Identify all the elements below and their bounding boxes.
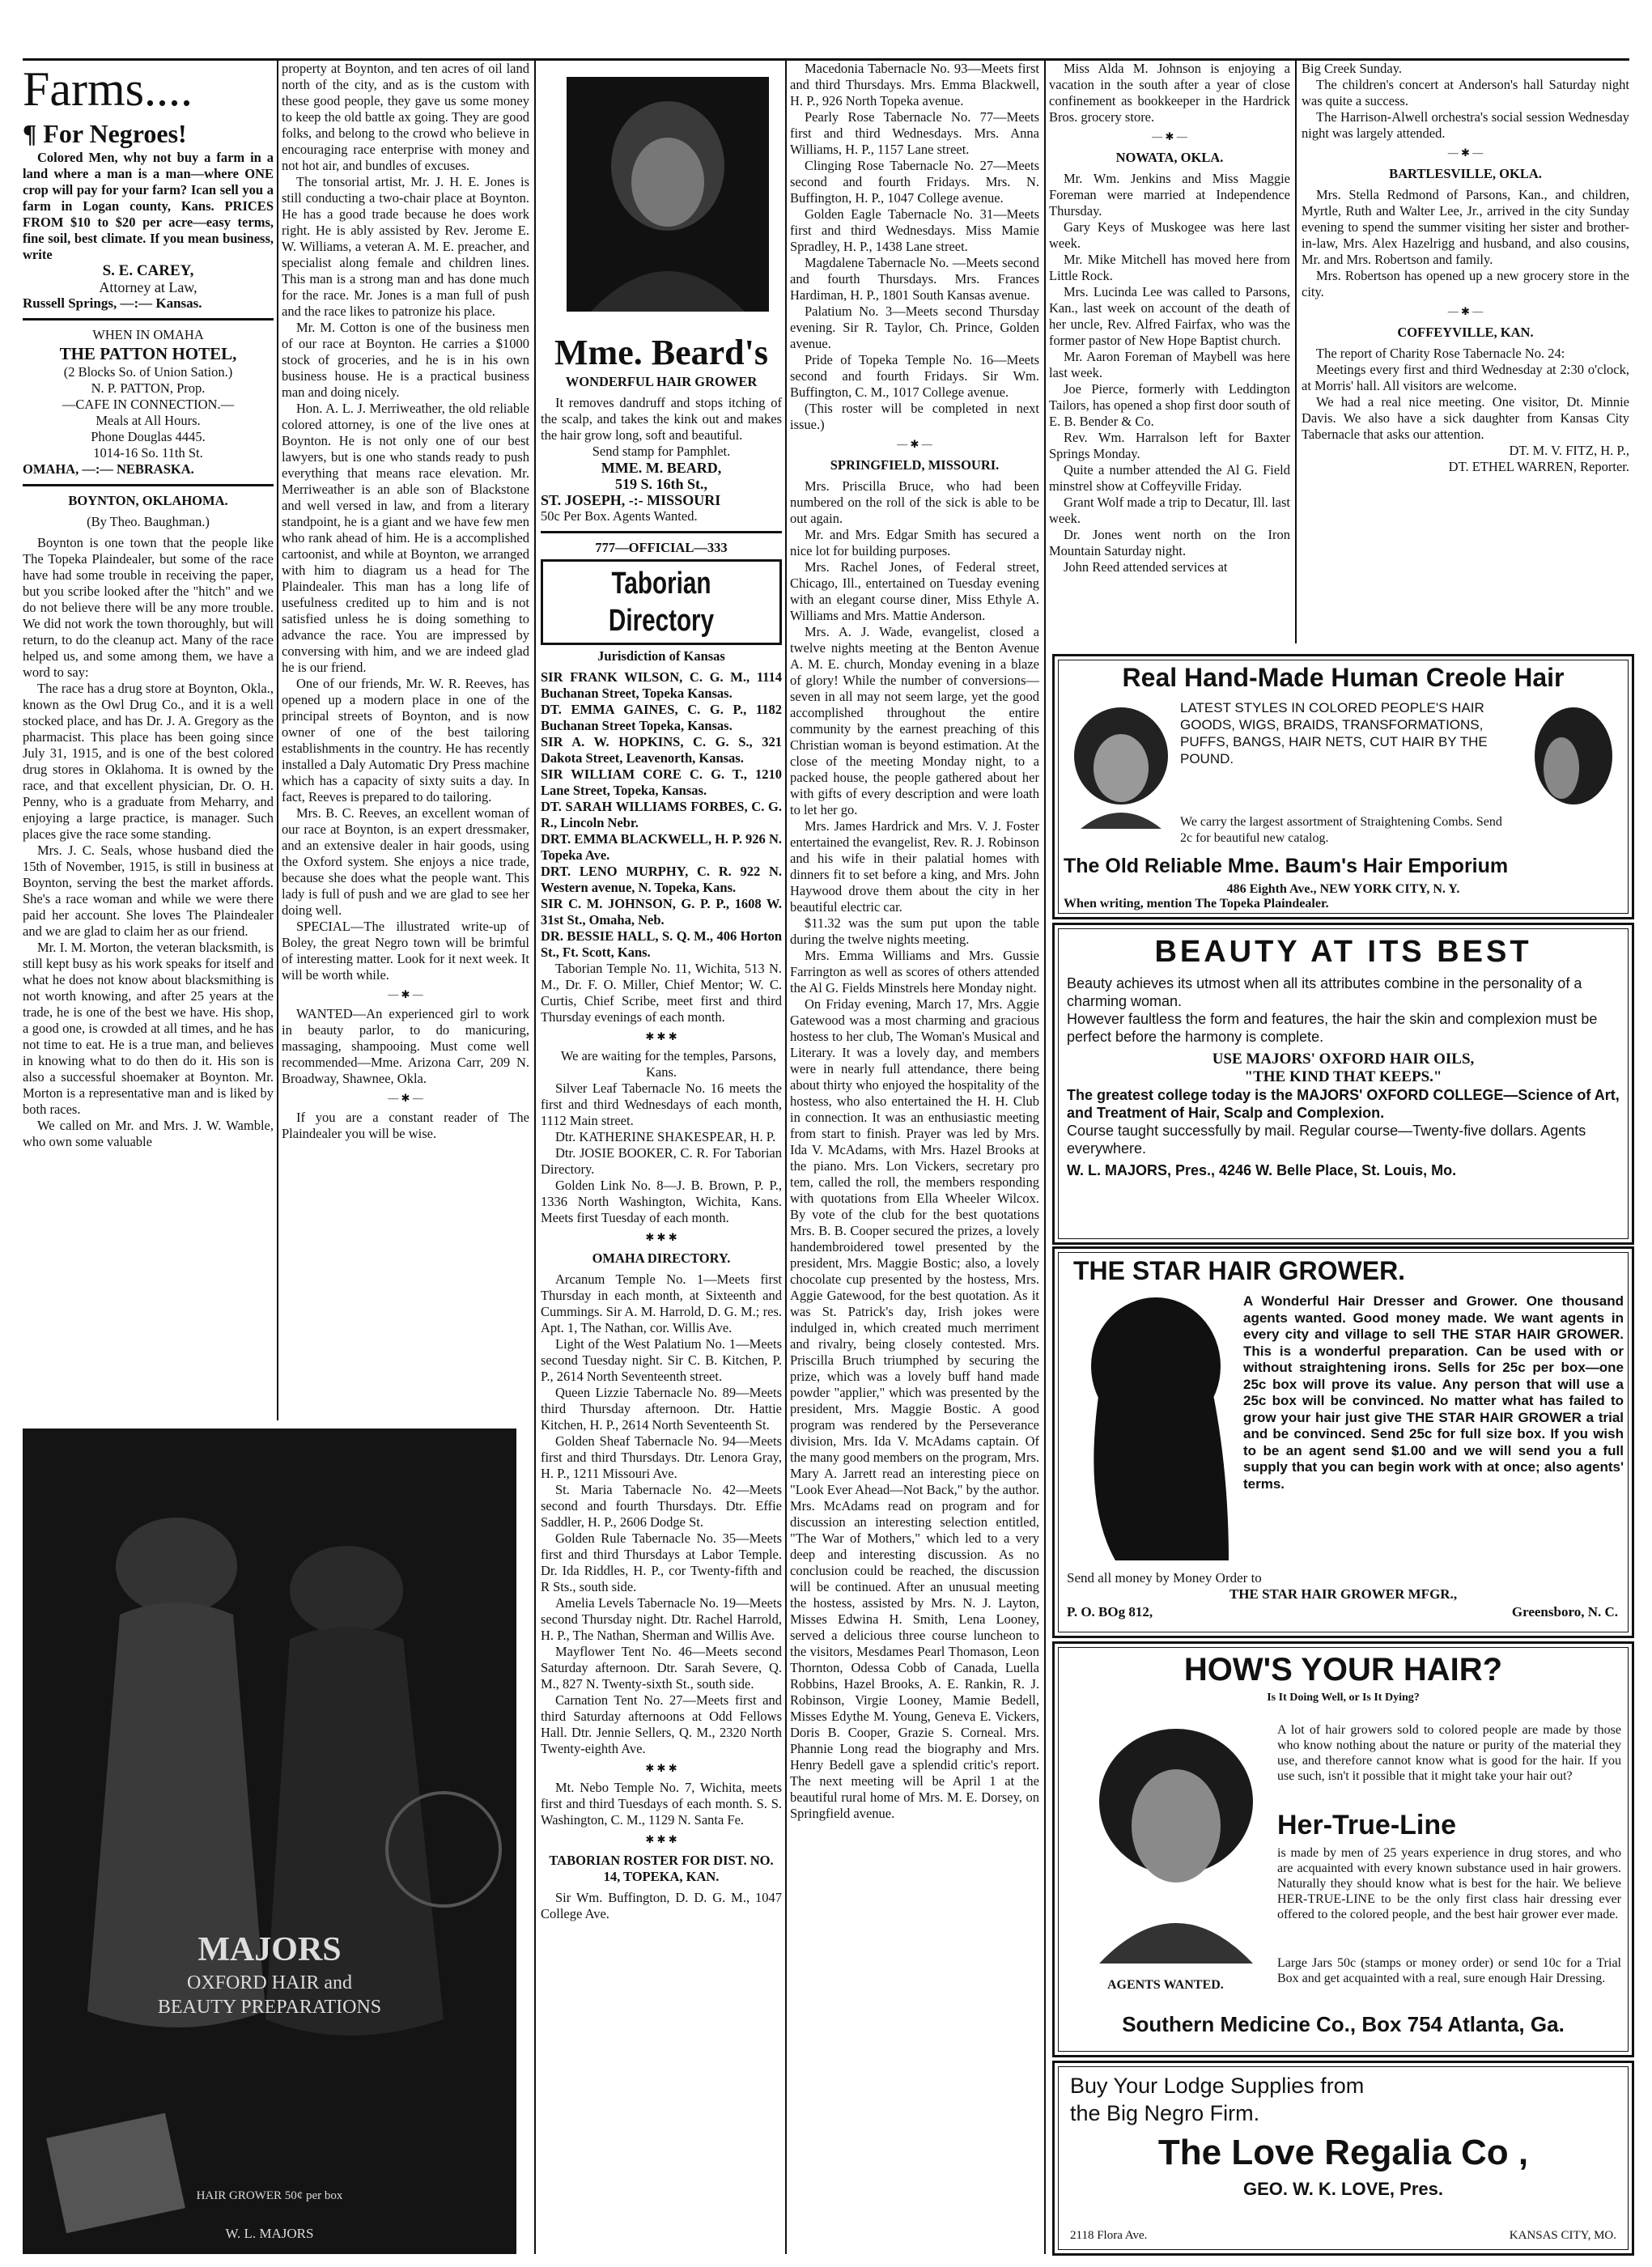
silver-leaf: Silver Leaf Tabernacle No. 16 meets the first and third Wednesdays of each month, 1112 Main street. bbox=[541, 1080, 782, 1128]
column-rule bbox=[277, 61, 278, 1420]
hows-brand: Her-True-Line bbox=[1277, 1810, 1457, 1840]
col4-p7: Pride of Topeka Temple No. 16—Meets second and fourth Fridays. Sir Wm. Buffington, C. M., 1017 College avenue. bbox=[790, 352, 1039, 400]
farms-body: Colored Men, why not buy a farm in a land where a man is a man—where ONE crop will pay for your farm? Ican sell you a farm in Logan county, Kans. PRICES FROM $10 to $20 per acre—easy terms, fine soil, best climate. If you mean business, write bbox=[23, 150, 274, 262]
col2-p6: Mrs. B. C. Reeves, an excellent woman of our race at Boynton, is an expert dressmaker, and an extensive dealer in hair goods, using the Oxford system. She enjoys a nice trade, because she does what the people want. This lady is full of push and we are glad to see her doing well. bbox=[282, 805, 529, 918]
creole-address: 486 Eighth Ave., NEW YORK CITY, N. Y. bbox=[1226, 882, 1460, 896]
col2-p9: If you are a constant reader of The Plaindealer you will be wise. bbox=[282, 1110, 529, 1141]
springfield-heading: SPRINGFIELD, MISSOURI. bbox=[830, 457, 1000, 473]
coffey-c2: Meetings every first and third Wednesday at 2:30 o'clock, at Morris' hall. All visitors are welcome. bbox=[1302, 362, 1629, 393]
coffeyville-heading: COFFEYVILLE, KAN. bbox=[1397, 325, 1534, 340]
regalia-city: KANSAS CITY, MO. bbox=[1509, 2229, 1616, 2242]
col6-p3: The Harrison-Alwell orchestra's social session Wednesday night was largely attended. bbox=[1302, 109, 1629, 141]
col4-p5: Magdalene Tabernacle No. —Meets second and fourth Thursdays. Mrs. Frances Hardiman, H. P., 1801 South Kansas avenue. bbox=[790, 255, 1039, 303]
beauty-p6: Course taught successfully by mail. Regular course—Twenty-five dollars. Agents everywhere. bbox=[1067, 1123, 1586, 1157]
hows-title: HOW'S YOUR HAIR? bbox=[1183, 1652, 1503, 1688]
col4-p3: Clinging Rose Tabernacle No. 27—Meets second and fourth Fridays. Mrs. N. Buffington, H. P., 1047 College avenue. bbox=[790, 158, 1039, 206]
directory-entry: SIR WILLIAM CORE C. G. T., 1210 Lane Street, Topeka, Kansas. bbox=[541, 766, 782, 798]
light-of-west: Light of the West Palatium No. 1—Meets second Tuesday night. Sir C. B. Kitchen, P. P., 2614 North Seventeenth street. bbox=[541, 1336, 782, 1384]
col6-p2: The children's concert at Anderson's hall Saturday night was quite a success. bbox=[1302, 77, 1629, 108]
majors-sub-2: BEAUTY PREPARATIONS bbox=[157, 1997, 382, 2018]
springfield-s8: On Friday evening, March 17, Mrs. Aggie Gatewood was a most charming and gracious hostess to her club, The Woman's Musical and Literary. It was a lovely day, and members were in nearly full attendance, there being about thirty who enjoyed the hospitality of the hostess, who also entertained the H. H. Club in connection. It was an enthusiastic meeting from start to finish. Prayer was led by Mrs. Ida V. McAdams, with Mrs. Hazel Brooks at the piano. Mrs. Lon Vickers, secretary pro tem, called the roll, the members responding with quotations from Ella Wheeler Wilcox. By vote of the club for the best quotations Mrs. B. B. Cooper secured the prizes, a lovely handembroidered towel presented by the president, Mrs. Maggie Bostic; also, a lovely chocolate cup presented by the hostess, Mrs. Aggie Gatewood, for the best quotation. As it was St. Patrick's day, Irish jokes were indulged in, which created much merriment and rivalry, being closely contested. Mrs. Priscilla Bruch triumphed by securing the prize, which was a lovely buff hand made powder "applier," which was presented by the president, Mrs. Maggie Bostic. A good program was rendered by the Perseverance division, Mrs. Ida V. McAdams captain. Of the many good members on the program, Mrs. Mary A. Jarrett read an interesting piece on "Look Ever Ahead—Not Back," by the author. Mrs. McAdams read on program and for discussion an interesting selection entitled, "The War of Mothers," which led to a very deep and interesting discussion. As no conclusion could be reached, the discussion will be continued. After an unusual meeting the hostess, assisted by Mrs. N. J. Layton, Misses Edwina H. Smith, Lena Looney, served a delicious three course luncheon to the visitors, Mesdames Pearl Thomason, Leon Thornton, Odessa Cobb of Canada, Luella Robbins, Hazel Brooks, A. E. Rankin, R. J. Robinson, Virgie Looney, Mamie Bedell, Misses Edythe M. Young, Geneva E. Vickers, Doris B. Cooper, Grazie S. Corneal. Mrs. Phannie Long read the biography and Mrs. Henry Bedell gave a splendid critic's report. The next meeting will be April 1 at the beautiful rural home of Mrs. M. E. Dorsey, on Springfield avenue. bbox=[790, 996, 1039, 1821]
coffey-c3: We had a real nice meeting. One visitor, Dt. Minnie Davis. We also have a sick daughter from Kansas City Tabernacle that asks our attention. bbox=[1302, 394, 1629, 442]
col4-p2: Pearly Rose Tabernacle No. 77—Meets first and third Wednesdays. Mrs. Anna Williams, H. P., 1157 Lane street. bbox=[790, 109, 1039, 157]
star-hair-grower-ad bbox=[1052, 1246, 1634, 1638]
creole-name: The Old Reliable Mme. Baum's Hair Emporium bbox=[1064, 855, 1509, 877]
hotel-pre: WHEN IN OMAHA bbox=[92, 327, 204, 342]
springfield-s2: Mr. and Mrs. Edgar Smith has secured a nice lot for building purposes. bbox=[790, 527, 1039, 558]
nowata-n4: Mrs. Lucinda Lee was called to Parsons, Kan., last week on account of the death of her uncle, Rev. Alfred Fairfax, who was the former pastor of New Hope Baptist church. bbox=[1049, 284, 1290, 348]
beauty-p7: W. L. MAJORS, Pres., 4246 W. Belle Place, St. Louis, Mo. bbox=[1067, 1162, 1457, 1178]
nowata-heading: NOWATA, OKLA. bbox=[1115, 150, 1224, 165]
column-1 bbox=[23, 61, 274, 1429]
boynton-p3: Mrs. J. C. Seals, whose husband died the 15th of November, 1915, is still in business at Boynton, serving the best the market affords. She's a race woman and while we were there paid her account. She loves The Plaindealer and we are glad to claim her as our friend. bbox=[23, 843, 274, 939]
coffey-c4: DT. M. V. FITZ, H. P., bbox=[1509, 443, 1629, 458]
col4-p4: Golden Eagle Tabernacle No. 31—Meets first and third Wednesdays. Miss Mamie Spradley, H. P., 1438 Lane street. bbox=[790, 206, 1039, 254]
wichita-temple: Taborian Temple No. 11, Wichita, 513 N. M., Dr. F. O. Miller, Chief Mentor; W. C. Curtis, Chief Scribe, meet first and third Thursday evenings of each month. bbox=[541, 961, 782, 1025]
hows-portrait bbox=[1083, 1721, 1269, 1963]
column-rule bbox=[1044, 61, 1046, 2254]
beauty-p4: "THE KIND THAT KEEPS." bbox=[1244, 1068, 1442, 1085]
star-woman-silhouette bbox=[1067, 1293, 1241, 1560]
hotel-line-5: Phone Douglas 4445. bbox=[91, 429, 206, 444]
hotel-name: THE PATTON HOTEL, bbox=[59, 344, 237, 363]
regalia-l1: Buy Your Lodge Supplies from bbox=[1070, 2074, 1365, 2098]
column-4: Macedonia Tabernacle No. 93—Meets first and third Thursdays. Mrs. Emma Blackwell, H. P., 926 North Topeka avenue. Pearly Rose Tabernacle No. 77—Meets first and third Wednesdays. Mrs. Anna Williams, H. P., 1157 Lane street. Clinging Rose Tabernacle No. 27—Meets second and fourth Fridays. Mrs. N. Buffington, H. P., 1047 College avenue. Golden Eagle Tabernacle No. 31—Meets first and third Wednesdays. Miss Mamie Spradley, H. P., 1438 Lane street. Magdalene Tabernacle No. —Meets second and fourth Thursdays. Mrs. Frances Hardiman, H. P., 1801 South Kansas avenue. Palatium No. 3—Meets second Thursday evening. Sir R. Taylor, Ch. Prince, Golden avenue. Pride of Topeka Temple No. 16—Meets second and fourth Fridays. Sir Wm. Buffington, C. M., 1017 College avenue. (This roster will be completed in next issue.) — ✱ — SPRINGFIELD, MISSOURI. Mrs. Priscilla Bruce, who had been numbered on the roll of the sick is able to be out again. Mr. and Mrs. Edgar Smith has secured a nice lot for building purposes. Mrs. Rachel Jones, of Federal street, Chicago, Ill., entertained on Tuesday evening with an elegant course diner, Miss Ethyle A. Williams and Mrs. Mattie Anderson. Mrs. A. J. Wade, evangelist, closed a twelve nights meeting at the Benton Avenue A. M. E. church, Monday evening in a blaze of glory! While the number of conversions—seven in all may not seem large, yet the good accomplished throughout the entire community by the earnest preaching of this Christian woman is beyond estimation. At the close of the meeting Monday night, to a packed house, the people gathered about her with gifts of every description and were loath to let her go. Mrs. James Hardrick and Mrs. V. J. Foster entertained the evangelist, Rev. R. J. Robinson and his wife in their palatial homes with dinners fit to set before a king, and Mrs. John Haywood drove them about the city in her beautiful electric car. $11.32 was the sum put upon the table during the twelve nights meeting. Mrs. Emma Williams and Mrs. Gussie Farrington as well as scores of others attended the Al G. Fields Minstrels here Monday night. On Friday evening, March 17, Mrs. Aggie Gatewood was a most charming and gracious hostess to her club, The Woman's Musical and Literary. It was a lovely day, and members were in nearly full attendance, there being about thirty who enjoyed the hospitality of the hostess, who also entertained the H. H. Club in connection. It was an enthusiastic meeting from start to finish. Prayer was led by Mrs. Ida V. McAdams, with Mrs. Hazel Brooks at the piano. Mrs. Lon Vickers, secretary pro tem, called the roll, the members responding with quotations from Ella Wheeler Wilcox. By vote of the club for the best quotations Mrs. B. B. Cooper secured the prizes, a lovely handembroidered towel presented by the president, Mrs. Maggie Bostic; also, a lovely chocolate cup presented by the hostess, Mrs. Aggie Gatewood, for the best quotation. As it was St. Patrick's day, Irish jokes were indulged in, which created much merriment and rivalry, being closely contested. Mrs. Priscilla Bruch triumphed by securing the prize, which was a lovely buff hand made powder "applier," which was presented by the president, Mrs. Maggie Bostic. A good program was rendered by the Perseverance division, Mrs. Ida V. McAdams captain. Of the many good members on the program, Mrs. Mary A. Jarrett read an interesting piece on "Look Ever Ahead—Not Back," by the author. Mrs. McAdams read on program and for discussion an interesting selection entitled, "The War of Mothers," which led to a very deep and interesting discussion. As no conclusion could be reached, the discussion will be continued. After an unusual meeting the hostess, assisted by Mrs. N. J. Layton, Misses Edwina H. Smith, Lena Looney, served a delicious three course luncheon to the visitors, Mesdames Pearl Thomason, Leon Thornton, Odessa Cobb of Canada, Luella Robbins, Hazel Brooks, A. E. Rankin, R. J. Robinson, Virgie Looney, Mamie Bedell, Misses Edythe M. Young, Geneva E. Vickers, Doris B. Cooper, Grazie S. Corneal. Mrs. Phannie Long read the biography and Mrs. Henry Bedell gave a splendid critic's report. The next meeting will be April 1 at the beautiful rural home of Mrs. M. E. Dorsey, on Springfield avenue. bbox=[790, 61, 1039, 1821]
majors-foot-2: W. L. MAJORS bbox=[225, 2226, 314, 2241]
regalia-l2: the Big Negro Firm. bbox=[1070, 2101, 1260, 2125]
love-regalia-ad bbox=[1052, 2061, 1634, 2256]
beard-stamp: Send stamp for Pamphlet. bbox=[592, 444, 731, 459]
creole-title: Real Hand-Made Human Creole Hair bbox=[1122, 663, 1565, 692]
directory-entry: SIR C. M. JOHNSON, G. P. P., 1608 W. 31st St., Omaha, Neb. bbox=[541, 896, 782, 928]
creole-portrait bbox=[1068, 699, 1174, 829]
beard-address: 519 S. 16th St., bbox=[614, 476, 708, 492]
star-title: THE STAR HAIR GROWER. bbox=[1073, 1256, 1406, 1285]
roster-entry: Sir Wm. Buffington, D. D. G. M., 1047 College Ave. bbox=[541, 1890, 782, 1921]
farms-ad bbox=[23, 61, 274, 312]
creole-note: When writing, mention The Topeka Plaindealer. bbox=[1064, 897, 1329, 911]
nowata-n7: Rev. Wm. Harralson left for Baxter Springs Monday. bbox=[1049, 430, 1290, 461]
col4-p6: Palatium No. 3—Meets second Thursday evening. Sir R. Taylor, Ch. Prince, Golden avenue. bbox=[790, 304, 1039, 351]
farms-subtitle: ¶ For Negroes! bbox=[23, 119, 187, 148]
official-label: 777—OFFICIAL—333 bbox=[595, 540, 728, 555]
regalia-addr: 2118 Flora Ave. bbox=[1070, 2229, 1148, 2242]
col4-p1: Macedonia Tabernacle No. 93—Meets first and third Thursdays. Mrs. Emma Blackwell, H. P., 926 North Topeka avenue. bbox=[790, 61, 1039, 108]
bart-b1: Mrs. Stella Redmond of Parsons, Kan., and children, Myrtle, Ruth and Walter Lee, Jr., arrived in the city Sunday evening to spend the summer visiting her sister and brother-in-law, Mrs. Alex Hazelrigg and husband, and also cousins, Mr. and Mrs. Robertson and family. bbox=[1302, 187, 1629, 267]
boynton-p4: Mr. I. M. Morton, the veteran blacksmith, is still kept busy as his work speaks for itself and what he does not know about blacksmithing is not worth knowing, and after 25 years at the trade, he is one of the best we have. His shop, a good one, is crowded at all times, and he has not time to eat. He is a true man, and believes in knowing what to do then do it. His son is also a successful shoemaker at Boynton. Mr. Morton is a representative man and is liked by both races. bbox=[23, 940, 274, 1117]
boynton-byline: (By Theo. Baughman.) bbox=[87, 514, 210, 529]
directory-entry: DRT. EMMA BLACKWELL, H. P. 926 N. Topeka Ave. bbox=[541, 831, 782, 863]
col2-p7: SPECIAL—The illustrated write-up of Boley, the great Negro town will be brimful of interesting matter. Look for it next week. It will be worth while. bbox=[282, 919, 529, 983]
hotel-line-1: (2 Blocks So. of Union Sation.) bbox=[63, 364, 233, 380]
farms-name: S. E. CAREY, bbox=[102, 262, 194, 279]
farms-role: Attorney at Law, bbox=[99, 279, 197, 295]
beard-city: ST. JOSEPH, -:- MISSOURI bbox=[541, 492, 721, 508]
beauty-ad bbox=[1052, 923, 1634, 1245]
springfield-s4: Mrs. A. J. Wade, evangelist, closed a twelve nights meeting at the Benton Avenue A. M. E. church, Monday evening in a blaze of glory! While the number of conversions—seven in all may not seem large, yet the good accomplished throughout the entire community by the earnest preaching of this Christian woman is beyond estimation. At the close of the meeting Monday night, to a packed house, the people gathered about her with gifts of every description and were loath to let her go. bbox=[790, 624, 1039, 817]
hows-agents: AGENTS WANTED. bbox=[1107, 1978, 1224, 1992]
hows-sub: Is It Doing Well, or Is It Dying? bbox=[1267, 1692, 1420, 1704]
golden-link: Golden Link No. 8—J. B. Brown, P. P., 1336 North Washington, Wichita, Kans. Meets first Tuesday of each month. bbox=[541, 1178, 782, 1225]
omaha-heading: OMAHA DIRECTORY. bbox=[592, 1250, 731, 1266]
nowata-n5: Mr. Aaron Foreman of Maybell was here last week. bbox=[1049, 349, 1290, 380]
farms-title: Farms.... bbox=[23, 62, 193, 116]
col2-p4: Hon. A. L. J. Merriweather, the old reliable colored attorney, is one of the live ones at Boynton. He is not only one of our best lawyers, but is one who stands ready to push everything that means race elevation. Mr. Merriweather is an able son of Blackstone and well versed in law, and from a literary standpoint, he is a giant and we have few men who rank ahead of him. He is a accomplished cartoonist, and while at Boynton, we arranged with him to diagram us a head for The Plaindealer. This man has a long life of usefulness credited up to him and is not satisfied unless he is doing something to advance the race. You are impressed by conversing with him, and we are indeed glad he is our friend. bbox=[282, 401, 529, 675]
bart-b2: Mrs. Robertson has opened up a new grocery store in the city. bbox=[1302, 268, 1629, 299]
queen-lizzie: Queen Lizzie Tabernacle No. 89—Meets third Thursday afternoon. Dtr. Hattie Kitchen, H. P., 2614 North Seventeenth St. bbox=[541, 1385, 782, 1433]
hows-your-hair-ad bbox=[1052, 1641, 1634, 2057]
st-maria: St. Maria Tabernacle No. 42—Meets second and fourth Thursdays. Dtr. Effie Saddler, H. P., 2606 Dodge St. bbox=[541, 1482, 782, 1530]
col2-p5: One of our friends, Mr. W. R. Reeves, has opened up a modern place in one of the principal streets of Boynton, and is now owner of one of the best tailoring establishments in the country. He has recently installed a Daly Automatic Dry Press machine which has a capacity of sixty suits a day. In fact, Reeves is prepared to do tailoring. bbox=[282, 676, 529, 804]
directory-title-box bbox=[541, 559, 782, 645]
hotel-line-7: OMAHA, —:— NEBRASKA. bbox=[23, 461, 194, 477]
regalia-pres: GEO. W. K. LOVE, Pres. bbox=[1243, 2179, 1443, 2199]
majors-brand: MAJORS bbox=[197, 1931, 342, 1968]
directory-entry: SIR FRANK WILSON, C. G. M., 1114 Buchanan Street, Topeka Kansas. bbox=[541, 669, 782, 701]
beauty-p1: Beauty achieves its utmost when all its attributes combine in the personality of a charming woman. bbox=[1067, 975, 1582, 1009]
column-rule bbox=[534, 61, 536, 2254]
col2-p1: property at Boynton, and ten acres of oil land north of the city, and as is the custom with these good people, they gave us some money to keep the old battle ax going. They are good folks, and belong to the crowd who believe in encouraging race enterprise with money and not hot air, and bundles of excuses. bbox=[282, 61, 529, 173]
golden-rule: Golden Rule Tabernacle No. 35—Meets first and third Thursdays at Labor Temple. Dr. Ida Riddles, H. P., cor Twenty-fifth and R Sts., south side. bbox=[541, 1530, 782, 1594]
nowata-n3: Mr. Mike Mitchell has moved here from Little Rock. bbox=[1049, 252, 1290, 283]
star-body: A Wonderful Hair Dresser and Grower. One thousand agents wanted. Good money made. We want agents in every city and village to sell THE STAR HAIR GROWER. This is a wonderful preparation. Can be used with or without straightening irons. Sells for 25c per box—one 25c box will prove its value. Any person that will use a 25c box will be convinced. No matter what has failed to grow your hair just give THE STAR HAIR GROWER a trial and be convinced. Send 25c for full size box. If you wish to be an agent send $1.00 and we will send you a full supply that you can begin work with at once; also agents' terms. bbox=[1243, 1293, 1624, 1492]
arcanum: Arcanum Temple No. 1—Meets first Thursday in each month, at Sixteenth and Cummings. Sir A. M. Harrold, D. G. M.; res. Apt. 1, The Nathan, cor. Willis Ave. bbox=[541, 1271, 782, 1335]
star-city: Greensboro, N. C. bbox=[1511, 1604, 1618, 1620]
hotel-line-4: Meals at All Hours. bbox=[96, 413, 201, 428]
hotel-line-3: —CAFE IN CONNECTION.— bbox=[62, 397, 235, 412]
column-rule bbox=[785, 61, 787, 2254]
directory-subtitle: Jurisdiction of Kansas bbox=[597, 648, 725, 664]
carnation: Carnation Tent No. 27—Meets first and third Saturday afternoons at Odd Fellows Hall. Dtr. Jennie Sellers, Q. M., 2320 North Twenty-eighth Ave. bbox=[541, 1692, 782, 1756]
directory-entry: SIR A. W. HOPKINS, C. G. S., 321 Dakota Street, Leavenorth, Kansas. bbox=[541, 734, 782, 766]
women-illustration bbox=[23, 1429, 516, 2254]
beard-price: 50c Per Box. Agents Wanted. bbox=[541, 508, 698, 524]
creole-body2: We carry the largest assortment of Straightening Combs. Send 2c for beautiful new catalog. bbox=[1180, 815, 1502, 845]
katherine: Dtr. KATHERINE SHAKESPEAR, H. P. bbox=[555, 1129, 776, 1144]
column-3: Mme. Beard's WONDERFUL HAIR GROWER It removes dandruff and stops itching of the scalp, and takes the kink out and makes the hair grow long, soft and beautiful. Send stamp for Pamphlet. MME. M. BEARD, 519 S. 16th St., ST. JOSEPH, -:- MISSOURI 50c Per Box. Agents Wanted. 777—OFFICIAL—333 Taborian Directory Jurisdiction of Kansas SIR FRANK WILSON, C. G. M., 1114 Buchanan Street, Topeka Kansas. DT. EMMA GAINES, C. G. P., 1182 Buchanan Street Topeka, Kansas. SIR A. W. HOPKINS, C. G. S., 321 Dakota Street, Leavenorth, Kansas. SIR WILLIAM CORE C. G. T., 1210 Lane Street, Topeka, Kansas. DT. SARAH WILLIAMS FORBES, C. G. R., Lincoln Nebr. DRT. EMMA BLACKWELL, H. P. 926 N. Topeka Ave. DRT. LENO MURPHY, C. R. 922 N. Western avenue, N. Topeka, Kans. SIR C. M. JOHNSON, G. P. P., 1608 W. 31st St., Omaha, Neb. DR. BESSIE HALL, S. Q. M., 406 Horton St., Ft. Scott, Kans. Taborian Temple No. 11, Wichita, 513 N. M., Dr. F. O. Miller, Chief Mentor; W. C. Curtis, Chief Scribe, meet first and third Thursday evenings of each month. ✱ ✱ ✱ We are waiting for the temples, Parsons, Kans. Silver Leaf Tabernacle No. 16 meets the first and third Wednesdays of each month, 1112 Main street. Dtr. KATHERINE SHAKESPEAR, H. P. Dtr. JOSIE BOOKER, C. R. For Taborian Directory. Golden Link No. 8—J. B. Brown, P. P., 1336 North Washington, Wichita, Kans. Meets first Tuesday of each month. ✱ ✱ ✱ OMAHA DIRECTORY. Arcanum Temple No. 1—Meets first Thursday in each month, at Sixteenth and Cummings. Sir A. M. Harrold, D. G. M.; res. Apt. 1, The Nathan, cor. Willis Ave. Light of the West Palatium No. 1—Meets second Tuesday night. Sir C. B. Kitchen, P. P., 2614 North Seventeenth street. Queen Lizzie Tabernacle No. 89—Meets third Thursday afternoon. Dtr. Hattie Kitchen, H. P., 2614 North Seventeenth St. Golden Sheaf Tabernacle No. 94—Meets first and third Thursdays. Dtr. Lenora Gray, H. P., 1211 Missouri Ave. St. Maria Tabernacle No. 42—Meets second and fourth Thursdays. Dtr. Effie Saddler, H. P., 2606 Dodge St. Golden Rule Tabernacle No. 35—Meets first and third Thursdays at Labor Temple. Dr. Ida Riddles, H. P., cor Twenty-fifth and R Sts., south side. Amelia Levels Tabernacle No. 19—Meets second Thursday night. Dtr. Rachel Harrold, H. P., The Nathan, Sherman and Willis Ave. Mayflower Tent No. 46—Meets second Saturday afternoon. Dtr. Sarah Severe, Q. M., 827 N. Twenty-sixth St., south side. Carnation Tent No. 27—Meets first and third Saturday afternoons at Odd Fellows Hall. Dtr. Jennie Sellers, Q. M., 2320 North Twenty-eighth Ave. ✱ ✱ ✱ Mt. Nebo Temple No. 7, Wichita, meets first and third Tuesdays of each month. S. S. Washington, C. M., 1129 N. Santa Fe. ✱ ✱ ✱ TABORIAN ROSTER FOR DIST. NO. 14, TOPEKA, KAN. Sir Wm. Buffington, D. D. G. M., 1047 College Ave. bbox=[541, 333, 782, 1921]
hows-firm: Southern Medicine Co., Box 754 Atlanta, Ga. bbox=[1122, 2012, 1565, 2036]
nowata-n8: Quite a number attended the Al G. Field minstrel show at Coffeyville Friday. bbox=[1049, 462, 1290, 494]
directory-entries bbox=[541, 669, 782, 961]
amelia-levels: Amelia Levels Tabernacle No. 19—Meets second Thursday night. Dtr. Rachel Harrold, H. P., The Nathan, Sherman and Willis Ave. bbox=[541, 1595, 782, 1643]
mt-nebo: Mt. Nebo Temple No. 7, Wichita, meets first and third Tuesdays of each month. S. S. Washington, C. M., 1129 N. Santa Fe. bbox=[541, 1780, 782, 1828]
springfield-s7: Mrs. Emma Williams and Mrs. Gussie Farrington as well as scores of others attended the Al G. Fields Minstrels here Monday night. bbox=[790, 948, 1039, 996]
column-5: Miss Alda M. Johnson is enjoying a vacation in the south after a year of close confinement as bookkeeper in the Hardrick Bros. grocery store. — ✱ — NOWATA, OKLA. Mr. Wm. Jenkins and Miss Maggie Foreman were married at Independence Thursday. Gary Keys of Muskogee was here last week. Mr. Mike Mitchell has moved here from Little Rock. Mrs. Lucinda Lee was called to Parsons, Kan., last week on account of the death of her uncle, Rev. Alfred Fairfax, who was the former pastor of New Hope Baptist church. Mr. Aaron Foreman of Maybell was here last week. Joe Pierce, formerly with Leddington Tailors, has opened a shop first door south of E. B. Bender & Co. Rev. Wm. Harralson left for Baxter Springs Monday. Quite a number attended the Al G. Field minstrel show at Coffeyville Friday. Grant Wolf made a trip to Decatur, Ill. last week. Dr. Jones went north on the Iron Mountain Saturday night. John Reed attended services at bbox=[1049, 61, 1290, 575]
creole-hair-ad bbox=[1052, 654, 1634, 919]
nowata-n2: Gary Keys of Muskogee was here last week. bbox=[1049, 219, 1290, 251]
column-rule bbox=[1295, 61, 1297, 643]
column-2: property at Boynton, and ten acres of oil land north of the city, and as is the custom with these good people, they gave us some money to keep the old battle ax going. They are good folks, and belong to the crowd who believe in encouraging race enterprise with money and not hot air, and bundles of excuses. The tonsorial artist, Mr. J. H. E. Jones is still conducting a two-chair place at Boynton. He has a good trade because he does work right. He is ably assisted by Rev. Jerome E. W. Williams, a veteran A. M. E. preacher, and specialist along female and children lines. This man is a strong man and has done much for the race. Mr. Jones is a man full of push and the race likes to patronize his place. Mr. M. Cotton is one of the business men of our race at Boynton. He carries a $1000 stock of groceries, and he is in his own business house. He is a practical business man and doing nicely. Hon. A. L. J. Merriweather, the old reliable colored attorney, is one of the live ones at Boynton. He is not only one of our best lawyers, but is one who stands ready to push everything that means race elevation. Mr. Merriweather is an able son of Blackstone and well versed in law, and from a literary standpoint, he is a giant and we have few men who rank ahead of him. He is a accomplished cartoonist, and while at Boynton, we arranged with him to diagram us a head for The Plaindealer. This man has a long life of usefulness credited up to him and is not satisfied unless he is doing something to advance the race. You are impressed by conversing with him, and we are indeed glad he is our friend. One of our friends, Mr. W. R. Reeves, has opened up a modern place in one of the principal streets of Boynton, and is now owner of one of the best tailoring establishments in the country. He has recently installed a Daly Automatic Dry Press machine which has a capacity of sixty suits a day. In fact, Reeves is prepared to do tailoring. Mrs. B. C. Reeves, an excellent woman of our race at Boynton, is an expert dressmaker, and an extensive dealer in hair goods, using the Oxford system. She enjoys a nice trade, because she does what the people want. This lady is full of push and we are glad to see her doing well. SPECIAL—The illustrated write-up of Boley, the great Negro town will be brimful of interesting matter. Look for it next week. It will be worth while. — ✱ — WANTED—An experienced girl to work in beauty parlor, to do manicuring, massaging, shampooing. Must come well recommended—Mme. Arizona Carr, 209 N. Broadway, Shawnee, Okla. — ✱ — If you are a constant reader of The Plaindealer you will be wise. bbox=[282, 61, 529, 1141]
beauty-p3: USE MAJORS' OXFORD HAIR OILS, bbox=[1212, 1051, 1475, 1068]
col2-p8: WANTED—An experienced girl to work in beauty parlor, to do manicuring, massaging, shampooing. Must come well recommended—Mme. Arizona Carr, 209 N. Broadway, Shawnee, Okla. bbox=[282, 1006, 529, 1086]
springfield-s5: Mrs. James Hardrick and Mrs. V. J. Foster entertained the evangelist, Rev. R. J. Robinson and his wife in their palatial homes with dinners fit to set before a king, and Mrs. John Haywood drove them about the city in her beautiful electric car. bbox=[790, 818, 1039, 915]
coffey-c5: DT. ETHEL WARREN, Reporter. bbox=[1448, 459, 1629, 474]
creole-side-figure bbox=[1529, 699, 1618, 829]
boynton-p2: The race has a drug store at Boynton, Okla., known as the Owl Drug Co., and it is a well stocked place, and has Dr. J. A. Gregory as the pharmacist. This place has been going since July 31, 1915, and is one of the best colored drug stores in Oklahoma. It is owned by the race, and that excellent physician, Dr. O. H. Penny, who is a graduate from Meharry, and enjoying a large practice, is manager. Such places give the race some standing. bbox=[23, 681, 274, 842]
boynton-p1: Boynton is one town that the people like The Topeka Plaindealer, but some of the race have had some trouble in receiving the paper, but you scribe looked after the "hitch" and we do not believe there will be any more trouble. We did not work the town thoroughly, but will return, to do the cleanup act. Many of the race helped us, and some among them, we have a word to say: bbox=[23, 535, 274, 680]
col4-p8: (This roster will be completed in next issue.) bbox=[790, 401, 1039, 432]
mayflower: Mayflower Tent No. 46—Meets second Saturday afternoon. Dtr. Sarah Severe, Q. M., 827 N. Twenty-sixth St., south side. bbox=[541, 1644, 782, 1692]
directory-entry: DT. EMMA GAINES, C. G. P., 1182 Buchanan Street Topeka, Kansas. bbox=[541, 702, 782, 733]
beauty-p2: However faultless the form and features, the hair the skin and complexion must be perfect before the harmony is complete. bbox=[1067, 1011, 1598, 1045]
hows-p3: Large Jars 50c (stamps or money order) or send 10c for a Trial Box and get acquainted with a real, sure enough Hair Dressing. bbox=[1277, 1956, 1621, 1985]
springfield-s6: $11.32 was the sum put upon the table during the twelve nights meeting. bbox=[790, 915, 1039, 947]
beard-portrait bbox=[567, 77, 769, 312]
beard-name: MME. M. BEARD, bbox=[601, 460, 722, 476]
nowata-n1: Mr. Wm. Jenkins and Miss Maggie Foreman were married at Independence Thursday. bbox=[1049, 171, 1290, 219]
josie: Dtr. JOSIE BOOKER, C. R. For Taborian Directory. bbox=[541, 1145, 782, 1177]
springfield-s3: Mrs. Rachel Jones, of Federal street, Chicago, Ill., entertained on Tuesday evening with an elegant course diner, Miss Ethyle A. Williams and Mrs. Mattie Anderson. bbox=[790, 559, 1039, 623]
beauty-title: BEAUTY AT ITS BEST bbox=[1154, 935, 1532, 969]
hotel-line-6: 1014-16 So. 11th St. bbox=[93, 445, 203, 461]
column-6: Big Creek Sunday. The children's concert at Anderson's hall Saturday night was quite a success. The Harrison-Alwell orchestra's social session Wednesday night was largely attended. — ✱ — BARTLESVILLE, OKLA. Mrs. Stella Redmond of Parsons, Kan., and children, Myrtle, Ruth and Walter Lee, Jr., arrived in the city Sunday evening to spend the summer visiting her sister and brother-in-law, Mrs. Alex Hazelrigg and husband, and also cousins, Mr. and Mrs. Robertson and family. Mrs. Robertson has opened up a new grocery store in the city. — ✱ — COFFEYVILLE, KAN. The report of Charity Rose Tabernacle No. 24: Meetings every first and third Wednesday at 2:30 o'clock, at Morris' hall. All visitors are welcome. We had a real nice meeting. One visitor, Dt. Minnie Davis. We also have a sick daughter from Kansas City Tabernacle that asks our attention. DT. M. V. FITZ, H. P., DT. ETHEL WARREN, Reporter. bbox=[1302, 61, 1629, 474]
nowata-n6: Joe Pierce, formerly with Leddington Tailors, has opened a shop first door south of E. B. Bender & Co. bbox=[1049, 381, 1290, 429]
nowata-n9: Grant Wolf made a trip to Decatur, Ill. last week. bbox=[1049, 495, 1290, 526]
waiting-note: We are waiting for the temples, Parsons, Kans. bbox=[560, 1048, 777, 1080]
nowata-n10: Dr. Jones went north on the Iron Mountain Saturday night. bbox=[1049, 527, 1290, 558]
roster-heading: TABORIAN ROSTER FOR DIST. NO. 14, TOPEKA, KAN. bbox=[549, 1853, 774, 1884]
springfield-s1: Mrs. Priscilla Bruce, who had been numbered on the roll of the sick is able to be out again. bbox=[790, 478, 1039, 526]
hotel-ad bbox=[23, 327, 274, 478]
farms-place: Russell Springs, —:— Kansas. bbox=[23, 295, 202, 311]
directory-entry: DT. SARAH WILLIAMS FORBES, C. G. R., Lincoln Nebr. bbox=[541, 799, 782, 830]
boynton-p5: We called on Mr. and Mrs. J. W. Wamble, who own some valuable bbox=[23, 1118, 274, 1149]
coffey-c1: The report of Charity Rose Tabernacle No. 24: bbox=[1316, 346, 1565, 361]
beard-body: It removes dandruff and stops itching of the scalp, and takes the kink out and makes the hair grow long, soft and beautiful. bbox=[541, 395, 782, 443]
majors-sub-1: OXFORD HAIR and bbox=[187, 1972, 352, 1993]
directory-entry: DR. BESSIE HALL, S. Q. M., 406 Horton St., Ft. Scott, Kans. bbox=[541, 928, 782, 960]
hotel-line-2: N. P. PATTON, Prop. bbox=[91, 380, 206, 396]
star-po: P. O. BOg 812, bbox=[1067, 1604, 1153, 1620]
golden-sheaf: Golden Sheaf Tabernacle No. 94—Meets first and third Thursdays. Dtr. Lenora Gray, H. P., 1211 Missouri Ave. bbox=[541, 1433, 782, 1481]
star-send: Send all money by Money Order to bbox=[1067, 1570, 1262, 1586]
bartlesville-heading: BARTLESVILLE, OKLA. bbox=[1389, 166, 1542, 181]
hows-p1: A lot of hair growers sold to colored people are made by those who know nothing about the nature or purity of the material they use, and therefore cannot know what is good for the hair. If you use such, isn't it possible that it might take your hair out? bbox=[1277, 1723, 1621, 1783]
regalia-name: The Love Regalia Co , bbox=[1157, 2133, 1529, 2172]
beauty-p5: The greatest college today is the MAJORS' OXFORD COLLEGE—Science of Art, and Treatment of Hair, Scalp and Complexion. bbox=[1067, 1087, 1620, 1121]
beard-title: Mme. Beard's bbox=[554, 333, 768, 372]
directory-entry: DRT. LENO MURPHY, C. R. 922 N. Western avenue, N. Topeka, Kans. bbox=[541, 864, 782, 895]
nowata-n11: John Reed attended services at bbox=[1064, 559, 1228, 575]
col5-p1: Miss Alda M. Johnson is enjoying a vacation in the south after a year of close confinement as bookkeeper in the Hardrick Bros. grocery store. bbox=[1049, 61, 1290, 125]
star-firm: THE STAR HAIR GROWER MFGR., bbox=[1229, 1586, 1458, 1602]
majors-foot-1: HAIR GROWER 50¢ per box bbox=[196, 2189, 343, 2202]
creole-body: LATEST STYLES IN COLORED PEOPLE'S HAIR GOODS, WIGS, BRAIDS, TRANSFORMATIONS, PUFFS, BANGS, HAIR NETS, CUT HAIR BY THE POUND. bbox=[1180, 700, 1488, 766]
col2-p2: The tonsorial artist, Mr. J. H. E. Jones is still conducting a two-chair place at Boynton. He has a good trade because he does work right. He is ably assisted by Rev. Jerome E. W. Williams, a veteran A. M. E. preacher, and specialist along female and children lines. This man is a strong man and has done much for the race. Mr. Jones is a man full of push and the race likes to patronize his place. bbox=[282, 174, 529, 319]
boynton-heading: BOYNTON, OKLAHOMA. bbox=[68, 493, 228, 508]
col6-p1: Big Creek Sunday. bbox=[1302, 61, 1403, 76]
col2-p3: Mr. M. Cotton is one of the business men of our race at Boynton. He carries a $1000 stock of groceries, and he is in his own business house. He is a practical business man and doing nicely. bbox=[282, 320, 529, 400]
majors-illustrated-ad bbox=[23, 1429, 516, 2254]
directory-title: Taborian Directory bbox=[608, 567, 715, 638]
hows-p2: is made by men of 25 years experience in drug stores, and who are acquainted with every known substance used in hair growers. Naturally they should know what is best for the hair. We believe HER-TRUE-LINE to be the only first class hair dressing ever offered to the colored people, and the best hair grower ever made. bbox=[1277, 1846, 1621, 1921]
beard-sub: WONDERFUL HAIR GROWER bbox=[565, 374, 758, 389]
